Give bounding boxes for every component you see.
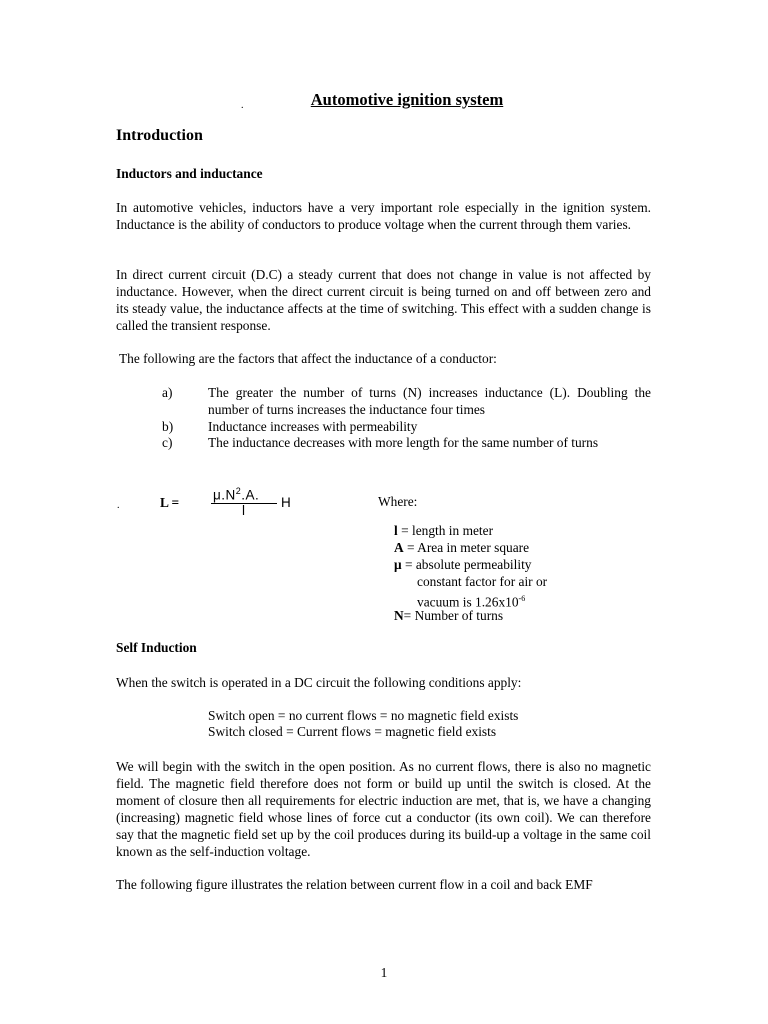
formula-denominator: l [242,503,245,518]
list-marker: b) [162,419,174,434]
definition-area: A = Area in meter square [394,540,530,555]
formula-lhs: L = [160,495,180,510]
formula-unit: H [281,495,291,510]
list-marker: c) [162,435,173,450]
paragraph-inductors: In automotive vehicles, inductors have a very important role especially in the ignition system. Inductance is the ability of conductors to produce voltage when the current through them varies. [116,200,651,232]
paragraph-self-induction: We will begin with the switch in the open position. As no current flows, there is also no magnetic field. The magnetic field therefore does not form or build up until the switch is closed. At the moment of closure then all requirements for electric induction are met, that is, we have a changing (increasing) magnetic field whose lines of force cut a conductor (its own coil). We can therefore say that the magnetic field set up by the coil produces during its build-up a voltage in the same coil known as the self-induction voltage. [116,759,651,859]
list-text: The inductance decreases with more length for the same number of turns [208,435,599,450]
list-text: The greater the number of turns (N) increases inductance (L). Doubling the number of turns increases the inductance four times [208,385,651,417]
paragraph-dc-circuit: In direct current circuit (D.C) a steady current that does not change in value is not affected by inductance. However, when the direct current circuit is being turned on and off between zero and its steady value, the inductance affects at the time of switching. This effect with a sudden change is called the transient response. [116,267,651,333]
definition-permeability: μ = absolute permeability [394,557,532,572]
page-number: 1 [380,965,388,980]
definition-length: l = length in meter [394,523,494,538]
definition-turns: N= Number of turns [394,608,504,623]
stray-dot: . [117,500,120,511]
switch-open-condition: Switch open = no current flows = no magnetic field exists [208,708,519,723]
switch-closed-condition: Switch closed = Current flows = magnetic field exists [208,724,497,739]
definition-permeability-value: vacuum is $1.26x10^{-6}$ [417,594,526,610]
paragraph-figure-intro: The following figure illustrates the relation between current flow in a coil and back EMF [116,877,593,892]
list-text: Inductance increases with permeability [208,419,418,434]
where-label: Where: [378,494,418,509]
dc-conditions-intro: When the switch is operated in a DC circuit the following conditions apply: [116,675,522,690]
introduction-heading: Introduction [116,127,203,144]
stray-dot: . [241,100,244,111]
formula-numerator: $\mu.N^2.A$. [213,486,260,503]
inductors-heading: Inductors and inductance [116,166,263,181]
list-marker: a) [162,385,173,400]
self-induction-heading: Self Induction [116,640,197,655]
factors-intro: The following are the factors that affect the inductance of a conductor: [119,351,497,366]
definition-permeability-cont: constant factor for air or [417,574,548,589]
document-title: Automotive ignition system [310,90,504,109]
